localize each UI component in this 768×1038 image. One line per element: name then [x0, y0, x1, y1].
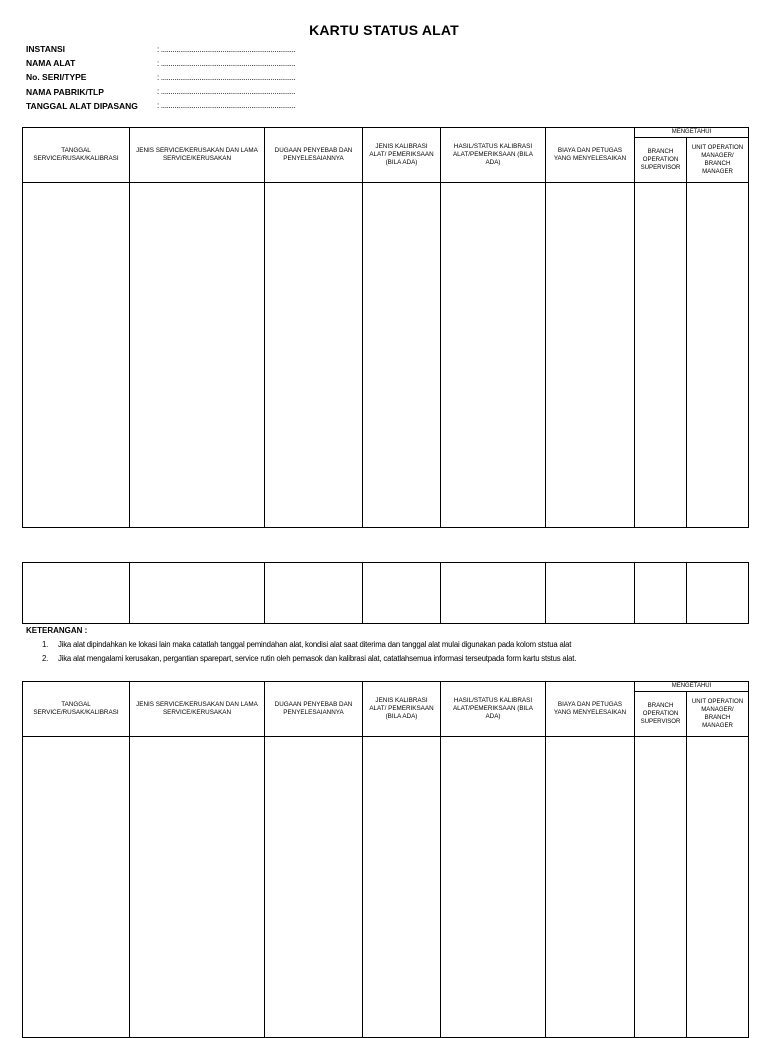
table-row — [23, 737, 749, 1038]
info-value: : ...................................................................... — [157, 58, 296, 68]
note-text: Jika alat mengalami kerusakan, pergantian sparepart, service rutin oleh pemasok dan kalibrasi alat, catatlahsemua informasi terseutpada form kartu ststus alat. — [58, 653, 577, 663]
header-jenis-service: JENIS SERVICE/KERUSAKAN DAN LAMA SERVICE/KERUSAKAN — [130, 128, 265, 183]
header-dugaan: DUGAAN PENYEBAB DAN PENYELESAIANNYA — [265, 682, 363, 737]
info-label: TANGGAL ALAT DIPASANG — [26, 100, 138, 111]
header-branch-supervisor: BRANCH OPERATION SUPERVISOR — [635, 692, 687, 737]
table-row — [23, 563, 749, 624]
note-number: 1. — [42, 639, 49, 649]
table-cell[interactable] — [441, 563, 546, 624]
table-cell[interactable] — [363, 737, 441, 1038]
table-row — [23, 183, 749, 528]
notes-section — [26, 626, 576, 665]
header-unit-manager: UNIT OPERATION MANAGER/ BRANCH MANAGER — [687, 692, 749, 737]
table-cell[interactable] — [635, 563, 687, 624]
note-item — [42, 637, 576, 651]
info-value: : ...................................................................... — [157, 44, 296, 54]
info-row-seri-type — [26, 70, 295, 84]
header-mengetahui: MENGETAHUI — [635, 682, 749, 692]
table-cell[interactable] — [687, 737, 749, 1038]
info-row-nama-alat — [26, 56, 295, 70]
table-cell[interactable] — [546, 183, 635, 528]
table-cell[interactable] — [130, 737, 265, 1038]
table-cell[interactable] — [23, 563, 130, 624]
note-item — [42, 651, 576, 665]
table-cell[interactable] — [635, 737, 687, 1038]
table-cell[interactable] — [441, 183, 546, 528]
note-text: Jika alat dipindahkan ke lokasi lain maka catatlah tanggal pemindahan alat, kondisi alat saat diterima dan tanggal alat mulai digunakan pada kolom ststua alat — [58, 639, 572, 649]
header-mengetahui: MENGETAHUI — [635, 128, 749, 138]
table-cell[interactable] — [546, 737, 635, 1038]
header-dugaan: DUGAAN PENYEBAB DAN PENYELESAIANNYA — [265, 128, 363, 183]
table-cell[interactable] — [265, 563, 363, 624]
form-title: KARTU STATUS ALAT — [309, 22, 459, 38]
info-label: NAMA ALAT — [26, 58, 76, 69]
info-label: No. SERI/TYPE — [26, 72, 87, 83]
header-tanggal: TANGGAL SERVICE/RUSAK/KALIBRASI — [23, 682, 130, 737]
table-cell[interactable] — [130, 183, 265, 528]
info-value: : ...................................................................... — [157, 87, 296, 97]
header-hasil: HASIL/STATUS KALIBRASI ALAT/PEMERIKSAAN (BILA ADA) — [441, 682, 546, 737]
table-cell[interactable] — [265, 183, 363, 528]
header-tanggal: TANGGAL SERVICE/RUSAK/KALIBRASI — [23, 128, 130, 183]
note-number: 2. — [42, 653, 49, 663]
equipment-info — [26, 42, 295, 113]
header-jenis-service: JENIS SERVICE/KERUSAKAN DAN LAMA SERVICE/KERUSAKAN — [130, 682, 265, 737]
info-value: : ...................................................................... — [157, 72, 296, 82]
table-cell[interactable] — [441, 737, 546, 1038]
table-cell[interactable] — [265, 737, 363, 1038]
table-cell[interactable] — [687, 183, 749, 528]
header-jenis-kalibrasi: JENIS KALIBRASI ALAT/ PEMERIKSAAN (BILA ADA) — [363, 128, 441, 183]
table-cell[interactable] — [363, 183, 441, 528]
table-cell[interactable] — [130, 563, 265, 624]
table-cell[interactable] — [635, 183, 687, 528]
status-table-1 — [22, 127, 749, 528]
table-cell[interactable] — [546, 563, 635, 624]
header-biaya: BIAYA DAN PETUGAS YANG MENYELESAIKAN — [546, 128, 635, 183]
info-row-pabrik — [26, 85, 295, 99]
info-label: INSTANSI — [26, 44, 66, 55]
table-cell[interactable] — [687, 563, 749, 624]
info-row-instansi — [26, 42, 295, 56]
status-table-continuation — [22, 562, 749, 624]
table-cell[interactable] — [363, 563, 441, 624]
info-label: NAMA PABRIK/TLP — [26, 86, 104, 97]
header-jenis-kalibrasi: JENIS KALIBRASI ALAT/ PEMERIKSAAN (BILA ADA) — [363, 682, 441, 737]
header-biaya: BIAYA DAN PETUGAS YANG MENYELESAIKAN — [546, 682, 635, 737]
info-value: : ...................................................................... — [157, 101, 296, 111]
header-hasil: HASIL/STATUS KALIBRASI ALAT/PEMERIKSAAN (BILA ADA) — [441, 128, 546, 183]
table-cell[interactable] — [23, 183, 130, 528]
header-unit-manager: UNIT OPERATION MANAGER/ BRANCH MANAGER — [687, 138, 749, 183]
info-row-tanggal-pasang — [26, 99, 295, 113]
header-branch-supervisor: BRANCH OPERATION SUPERVISOR — [635, 138, 687, 183]
notes-title: KETERANGAN : — [26, 626, 88, 635]
status-table-2 — [22, 681, 749, 1038]
table-cell[interactable] — [23, 737, 130, 1038]
